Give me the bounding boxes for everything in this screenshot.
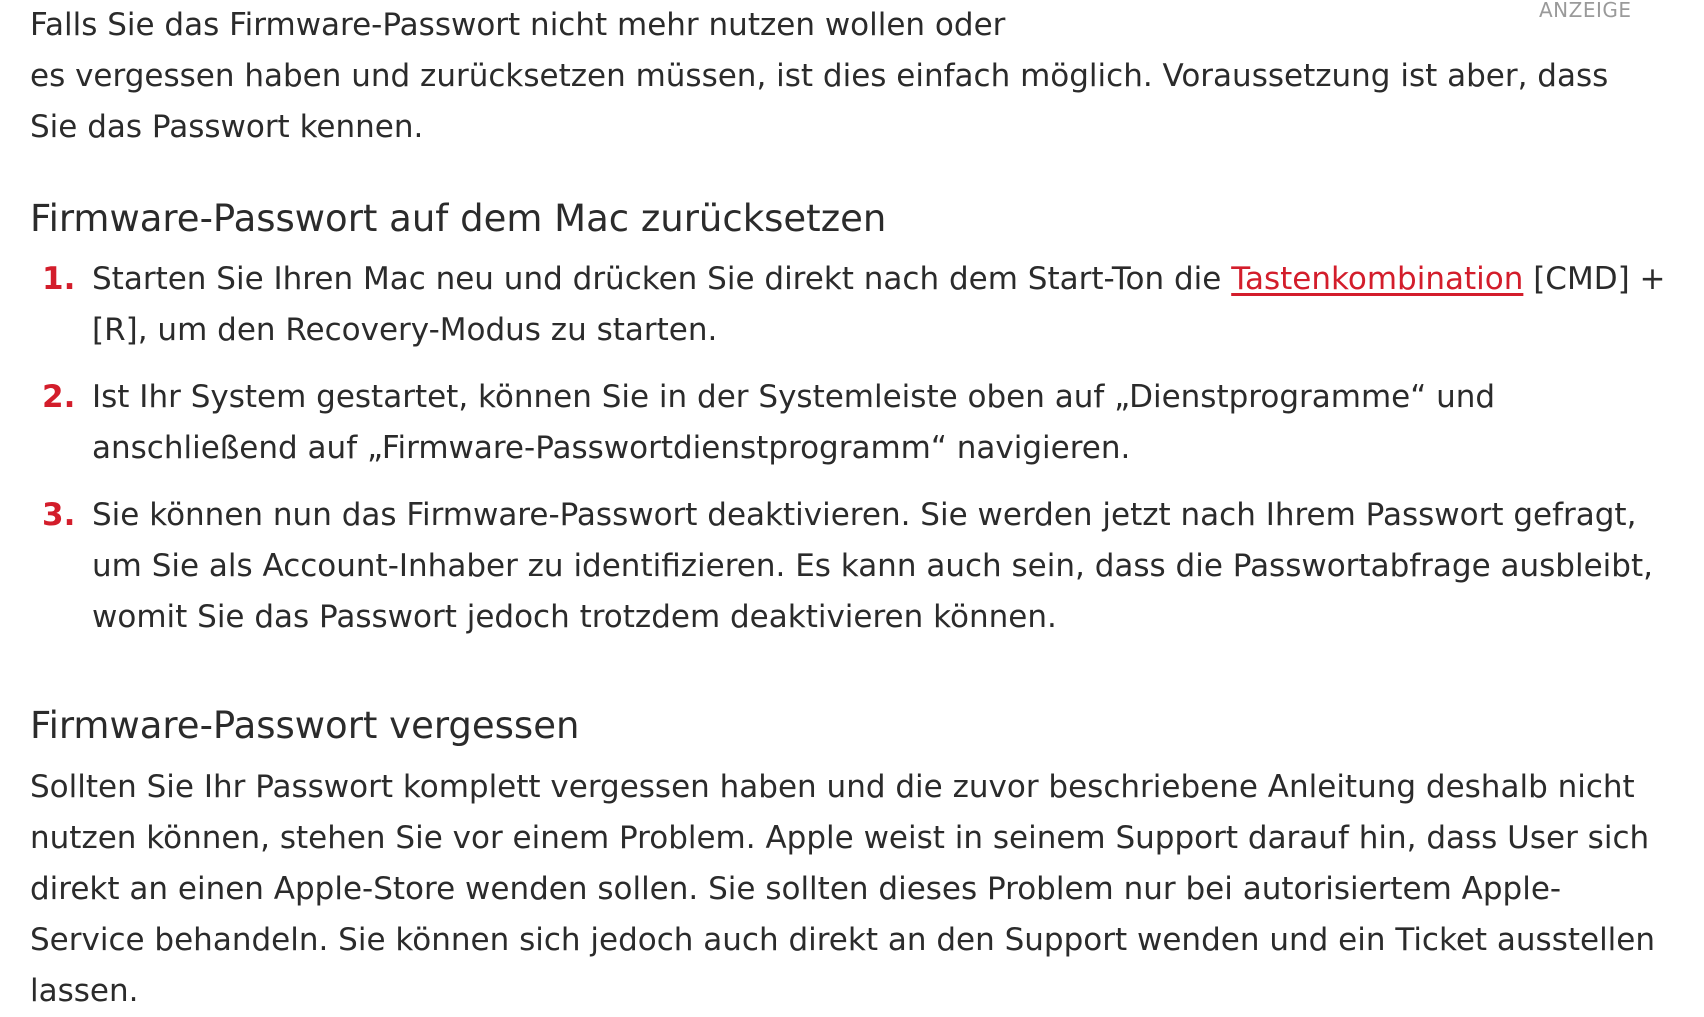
section-heading-forgot: Firmware-Passwort vergessen (30, 704, 580, 747)
forgot-paragraph: Sollten Sie Ihr Passwort komplett vergessen haben und die zuvor beschriebene Anleitung deshalb nicht nutzen können, stehen Sie vor einem Problem. Apple weist in seinem Support darauf hin, dass User sich direkt an einen Apple-Store wenden sollen. Sie sollten dieses Problem nur bei autorisiertem Apple-Service behandeln. Sie können sich jedoch auch direkt an den Support wenden und ein Ticket ausstellen lassen. (30, 769, 1656, 1009)
tastenkombination-link[interactable]: Tastenkombination (1231, 261, 1524, 297)
step-number: 2. (42, 379, 76, 415)
intro-paragraph: es vergessen haben und zurücksetzen müssen, ist dies einfach möglich. Voraussetzung ist aber, dass Sie das Passwort kennen. (30, 58, 1609, 145)
step-item-3 (30, 490, 1670, 643)
ad-label: ANZEIGE (1539, 0, 1632, 22)
step-number: 1. (42, 261, 76, 297)
step-text: Ist Ihr System gestartet, können Sie in der Systemleiste oben auf „Dienstprogramme“ und anschließend auf „Firmware-Passwortdienstprogramm“ navigieren. (92, 379, 1496, 466)
step-number: 3. (42, 497, 76, 533)
reset-steps-list (30, 254, 1670, 659)
step-text-continued: [CMD] + [R], um den Recovery-Modus zu starten. (92, 261, 1666, 348)
step-item-2 (30, 372, 1670, 474)
intro-paragraph-first-line: Falls Sie das Firmware-Passwort nicht mehr nutzen wollen oder (30, 7, 1006, 43)
step-text: Starten Sie Ihren Mac neu und drücken Sie direkt nach dem Start-Ton die (92, 261, 1232, 297)
section-heading-reset: Firmware-Passwort auf dem Mac zurücksetzen (30, 197, 887, 240)
step-text: Sie können nun das Firmware-Passwort deaktivieren. Sie werden jetzt nach Ihrem Passwort gefragt, um Sie als Account-Inhaber zu identifizieren. Es kann auch sein, dass die Passwortabfrage ausbleibt, womit Sie das Passwort jedoch trotzdem deaktivieren können. (92, 497, 1653, 635)
step-item-1 (30, 254, 1670, 356)
